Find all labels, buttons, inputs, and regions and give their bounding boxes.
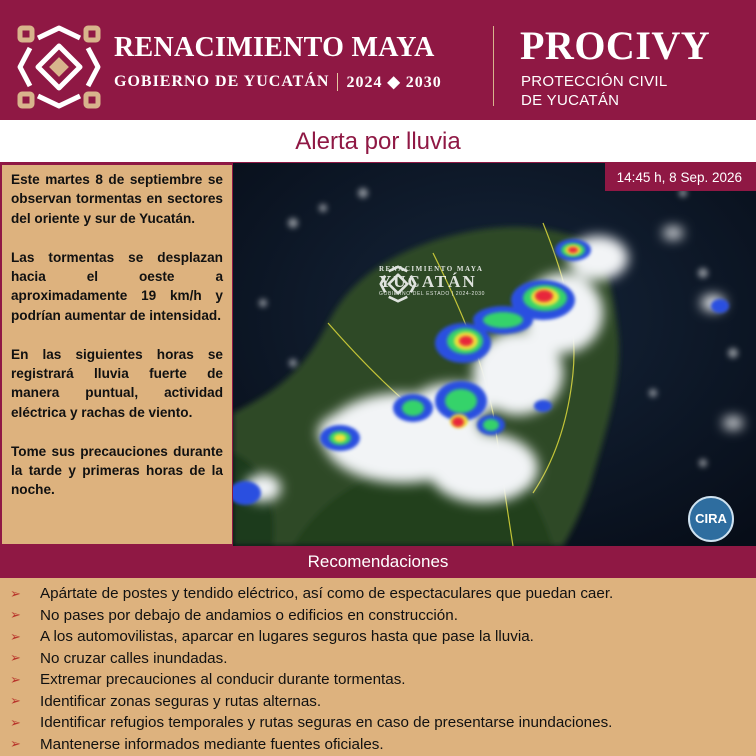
cira-logo: CIRA (688, 496, 734, 542)
renacimiento-maya-logo-icon (16, 24, 102, 110)
recommendation-text: No pases por debajo de andamios o edificios en construcción. (40, 606, 458, 624)
brand-subtitle: GOBIERNO DE YUCATÁN (114, 73, 330, 90)
header-banner (0, 0, 756, 120)
recommendations-header: Recomendaciones (0, 546, 756, 578)
alert-title: Alerta por lluvia (295, 128, 461, 155)
recommendation-text: Mantenerse informados mediante fuentes oficiales. (40, 735, 384, 753)
agency-subtitle-line2: DE YUCATÁN (521, 92, 620, 109)
divider (337, 73, 338, 91)
recommendation-item (10, 669, 756, 691)
recommendation-item (10, 734, 756, 756)
arrow-bullet-icon: ➢ (10, 607, 21, 623)
agency-subtitle-line1: PROTECCIÓN CIVIL (521, 73, 668, 90)
agency-title: PROCIVY (520, 23, 711, 68)
recommendation-item (10, 626, 756, 648)
recommendation-text: Identificar refugios temporales y rutas seguras en caso de presentarse inundaciones. (40, 714, 613, 732)
satellite-map-graphic (233, 163, 756, 546)
recommendation-text: Extremar precauciones al conducir durante tormentas. (40, 671, 406, 689)
recommendation-item (10, 691, 756, 713)
recommendation-item (10, 583, 756, 605)
satellite-image (233, 163, 756, 546)
info-paragraph: Las tormentas se desplazan hacia el oeste a aproximadamente 19 km/h y podrían aumentar de intensidad. (11, 249, 223, 323)
recommendation-item (10, 605, 756, 627)
brand-title: RENACIMIENTO MAYA (114, 32, 435, 63)
timestamp-badge: 14:45 h, 8 Sep. 2026 (605, 163, 756, 191)
arrow-bullet-icon: ➢ (10, 736, 21, 752)
brand-subtitle-row (114, 72, 442, 92)
arrow-bullet-icon: ➢ (10, 628, 21, 644)
arrow-bullet-icon: ➢ (10, 585, 21, 601)
info-paragraph: Tome sus precauciones durante la tarde y primeras horas de la noche. (11, 443, 223, 498)
recommendation-item (10, 648, 756, 670)
recommendation-text: Identificar zonas seguras y rutas alternas. (40, 692, 322, 710)
info-paragraph: En las siguientes horas se registrará lluvia fuerte de manera puntual, actividad eléctrica y rachas de viento. (11, 346, 223, 420)
arrow-bullet-icon: ➢ (10, 693, 21, 709)
header-divider (493, 26, 494, 106)
arrow-bullet-icon: ➢ (10, 671, 21, 687)
agency-subtitle (521, 72, 668, 110)
info-paragraph: Este martes 8 de septiembre se observan tormentas en sectores del oriente y sur de Yucatán. (11, 172, 223, 226)
alert-title-bar (0, 120, 756, 162)
administration-years: 2024 ◆ 2030 (346, 74, 442, 91)
recommendation-item (10, 712, 756, 734)
arrow-bullet-icon: ➢ (10, 714, 21, 730)
watermark-top: RENACIMIENTO MAYA (379, 265, 484, 273)
recommendation-text: A los automovilistas, aparcar en lugares seguros hasta que pase la lluvia. (40, 628, 534, 646)
watermark-logo-icon (379, 265, 417, 303)
recommendations-list (0, 578, 756, 756)
arrow-bullet-icon: ➢ (10, 650, 21, 666)
watermark-bottom: GOBIERNO DEL ESTADO | 2024-2030 (379, 291, 486, 297)
alert-description (0, 163, 233, 546)
watermark-logo (379, 265, 485, 297)
recommendation-text: No cruzar calles inundadas. (40, 649, 228, 667)
recommendation-text: Apártate de postes y tendido eléctrico, así como de espectaculares que puedan caer. (40, 585, 614, 603)
watermark-main: YUCATÁN (379, 272, 477, 291)
